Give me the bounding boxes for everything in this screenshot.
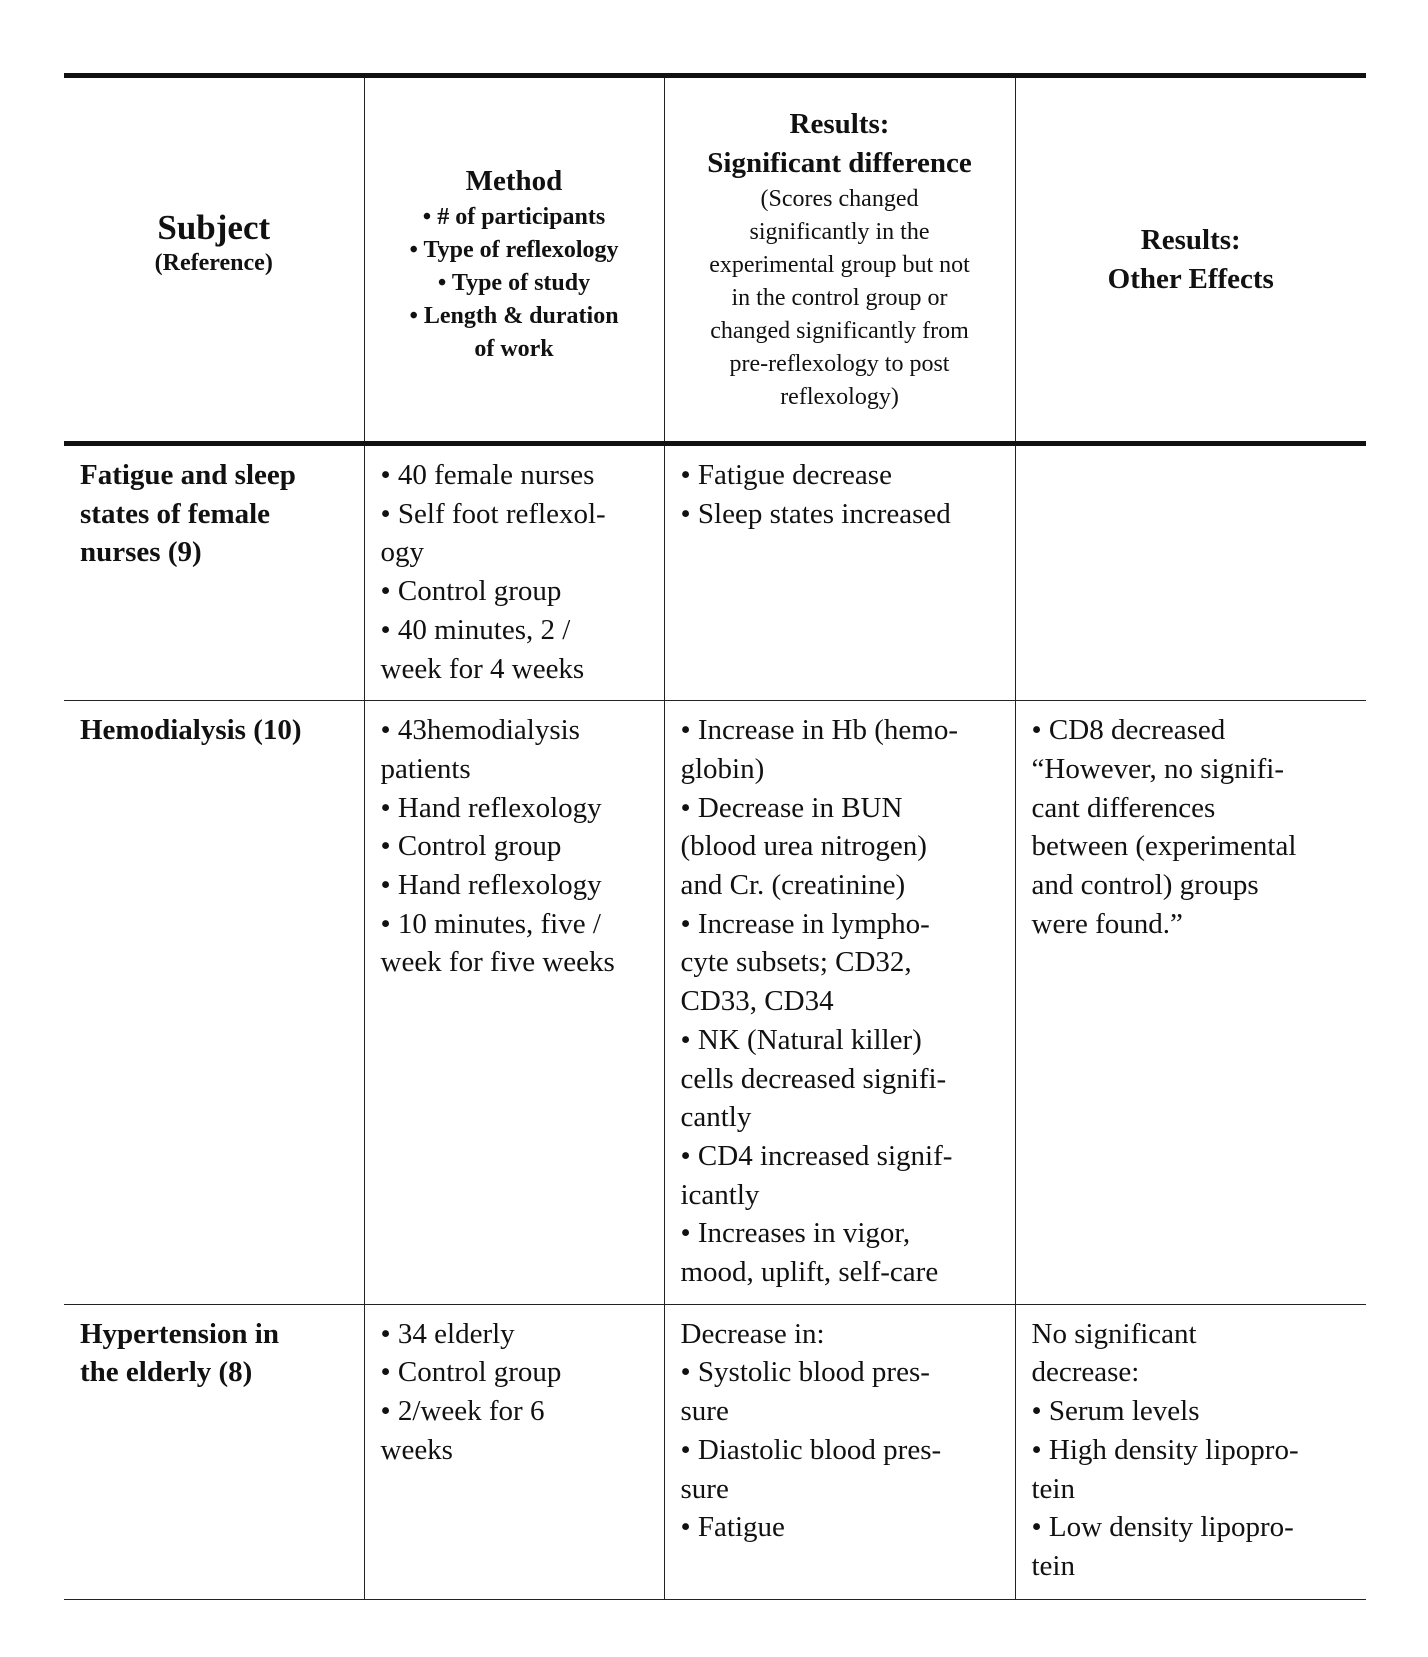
cell-line: • Control group (380, 575, 562, 608)
cell-line: tein (1031, 1549, 1075, 1582)
reflexology-studies-table (64, 73, 1366, 1600)
cell-line: • Systolic blood pres- (680, 1356, 930, 1389)
cell-line: • Serum levels (1031, 1395, 1200, 1428)
cell-line: ogy (380, 536, 424, 569)
method-cell (364, 701, 664, 1305)
cell-line: • 34 elderly (380, 1317, 515, 1350)
significant-difference-cell (664, 1304, 1015, 1599)
cell-line: cyte subsets; CD32, (680, 946, 912, 979)
cell-line: and Cr. (creatinine) (680, 869, 906, 902)
header-method (364, 76, 664, 444)
reflexology-studies-table-container (64, 73, 1366, 1600)
cell-line: • Low density lipopro- (1031, 1511, 1294, 1544)
cell-line: • Increase in lympho- (680, 907, 930, 940)
header-significant-note-line: significantly in the (749, 219, 930, 245)
header-method-bullet: • Length & duration (409, 302, 619, 329)
header-other-title-2: Other Effects (1107, 262, 1274, 295)
cell-line: • 40 minutes, 2 / (380, 613, 571, 646)
header-method-title: Method (465, 164, 563, 197)
cell-line: • Sleep states increased (680, 497, 951, 530)
header-other-effects (1015, 76, 1366, 444)
header-method-bullet: • Type of reflexology (409, 236, 619, 263)
table-row (64, 1304, 1366, 1599)
cell-line: mood, uplift, self-care (680, 1256, 939, 1289)
cell-line: between (experimental (1031, 830, 1297, 863)
table-body (64, 444, 1366, 1600)
subject-cell (64, 444, 364, 701)
cell-line: • Hand reflexology (380, 869, 602, 902)
header-significant-note-line: in the control group or (731, 285, 948, 311)
cell-line: weeks (380, 1433, 453, 1466)
cell-line: • Control group (380, 1356, 562, 1389)
header-subject-title: Subject (157, 207, 271, 247)
cell-line: “However, no signifi- (1031, 752, 1285, 785)
cell-line: CD33, CD34 (680, 985, 834, 1018)
cell-line: cantly (680, 1101, 752, 1134)
header-significant-title-2: Significant difference (707, 147, 972, 179)
cell-line: cant differences (1031, 791, 1216, 824)
header-method-bullet: • # of participants (422, 203, 606, 230)
cell-line: (blood urea nitrogen) (680, 830, 927, 863)
header-significant-note-line: changed significantly from (710, 318, 969, 344)
cell-line: nurses (9) (80, 536, 202, 569)
cell-line: • High density lipopro- (1031, 1433, 1299, 1466)
cell-line: • NK (Natural killer) (680, 1023, 922, 1056)
table-row (64, 701, 1366, 1305)
cell-line: • 40 female nurses (380, 459, 595, 491)
cell-line: week for five weeks (380, 946, 615, 979)
cell-line: Fatigue and sleep (80, 459, 296, 491)
cell-line: sure (680, 1472, 729, 1505)
cell-line: were found.” (1031, 907, 1183, 940)
cell-line: globin) (680, 752, 765, 785)
cell-line: Hemodialysis (10) (80, 714, 302, 747)
cell-line: • Fatigue (680, 1511, 785, 1544)
header-row (64, 76, 1366, 444)
header-other-title-1: Results: (1140, 223, 1241, 256)
cell-line: patients (380, 752, 471, 785)
header-significant-difference (664, 76, 1015, 444)
other-effects-cell (1015, 444, 1366, 701)
header-significant-note-line: experimental group but not (709, 252, 970, 278)
cell-line: • Decrease in BUN (680, 791, 903, 824)
table-row (64, 444, 1366, 701)
cell-line: • 43hemodialysis (380, 714, 580, 747)
method-cell (364, 444, 664, 701)
header-method-bullet: • Type of study (437, 269, 591, 296)
cell-line: • Control group (380, 830, 562, 863)
header-subject (64, 76, 364, 444)
subject-cell (64, 701, 364, 1305)
cell-line: • CD4 increased signif- (680, 1139, 953, 1172)
header-subject-subtitle: (Reference) (154, 249, 273, 276)
cell-line: cells decreased signifi- (680, 1062, 947, 1095)
header-significant-note-line: pre-reflexology to post (729, 351, 950, 377)
cell-line: • 2/week for 6 (380, 1395, 545, 1428)
cell-line: sure (680, 1395, 729, 1428)
method-cell (364, 1304, 664, 1599)
cell-line: • Diastolic blood pres- (680, 1433, 942, 1466)
significant-difference-cell (664, 701, 1015, 1305)
cell-line: the elderly (8) (80, 1356, 253, 1389)
cell-line: No significant (1031, 1317, 1197, 1350)
other-effects-cell (1015, 1304, 1366, 1599)
header-significant-note-line: reflexology) (780, 384, 899, 410)
header-significant-title-1: Results: (789, 108, 890, 140)
cell-line: icantly (680, 1178, 760, 1211)
cell-line: • Increase in Hb (hemo- (680, 714, 958, 747)
cell-line: decrease: (1031, 1356, 1140, 1389)
cell-line: • CD8 decreased (1031, 714, 1226, 747)
table-header (64, 76, 1366, 444)
subject-cell (64, 1304, 364, 1599)
cell-line: week for 4 weeks (380, 652, 585, 685)
significant-difference-cell (664, 444, 1015, 701)
other-effects-cell (1015, 701, 1366, 1305)
cell-line: and control) groups (1031, 869, 1259, 902)
cell-line: • 10 minutes, five / (380, 907, 601, 940)
cell-line: • Hand reflexology (380, 791, 602, 824)
cell-line: • Self foot reflexol- (380, 497, 606, 530)
cell-line: Hypertension in (80, 1317, 279, 1350)
cell-line: states of female (80, 497, 271, 530)
cell-line: • Increases in vigor, (680, 1217, 911, 1250)
header-method-bullet: of work (474, 335, 554, 362)
cell-line: Decrease in: (680, 1317, 825, 1350)
header-significant-note-line: (Scores changed (760, 186, 919, 212)
cell-line: tein (1031, 1472, 1075, 1505)
cell-line: • Fatigue decrease (680, 459, 892, 491)
